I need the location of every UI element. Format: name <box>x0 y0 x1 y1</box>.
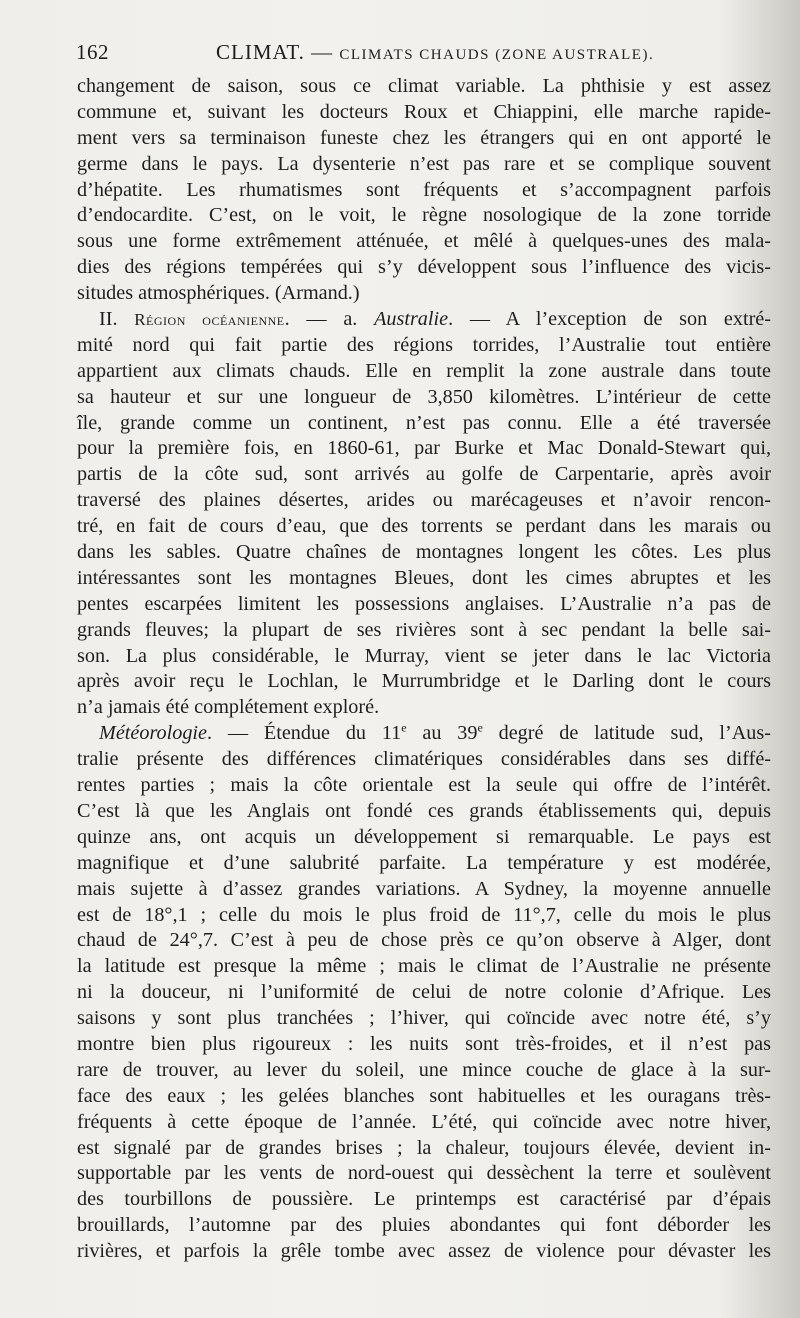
text-line: rivières, et parfois la grêle tombe avec assez de violence pour dévaster les <box>77 1240 771 1263</box>
text-line: chaud de 24°,7. C’est à peu de chose près ce qu’on observe à Alger, dont <box>77 929 771 952</box>
text-line: sa hauteur et sur une longueur de 3,850 kilomètres. L’intérieur de cette <box>77 385 771 408</box>
text-line: après avoir reçu le Lochlan, le Murrumbridge et le Darling dont le cours <box>77 670 771 693</box>
text-line: ment vers sa terminaison funeste chez les étrangers qui en ont apporté le <box>77 126 771 149</box>
chapter-title: CLIMAT. <box>216 40 305 64</box>
text-line: appartient aux climats chauds. Elle en remplit la zone australe dans toute <box>77 359 771 382</box>
text-segment: e <box>401 720 407 735</box>
text-segment: au 39 <box>406 722 478 745</box>
text-line: la latitude est presque la même ; mais le climat de l’Australie ne présente <box>77 955 771 978</box>
text-line: tré, en fait de cours d’eau, que des torrents se perdant dans les marais ou <box>77 515 771 538</box>
section-subtitle: CLIMATS CHAUDS (ZONE AUSTRALE). <box>339 47 655 63</box>
text-line: île, grande comme un continent, n’est pas connu. Elle a été traversée <box>77 411 771 434</box>
text-line: brouillards, l’automne par des pluies abondantes qui font déborder les <box>77 1214 771 1237</box>
running-header <box>76 40 771 70</box>
text-line: C’est là que les Anglais ont fondé ces grands établissements qui, depuis <box>77 799 771 822</box>
text-line <box>77 307 771 333</box>
text-line: d’endocardite. C’est, on le voit, le règne nosologique de la zone torride <box>77 204 771 227</box>
text-line: n’a jamais été complétement exploré. <box>77 696 380 719</box>
text-line: montre bien plus rigoureux : les nuits sont très-froides, et il n’est pas <box>77 1032 771 1055</box>
text-line: intéressantes sont les montagnes Bleues, dont les cimes abruptes et les <box>77 566 771 589</box>
text-segment: e <box>477 720 483 735</box>
text-segment: . — a. <box>284 308 375 331</box>
text-line: magnifique et d’une salubrité parfaite. La température y est modérée, <box>77 851 771 874</box>
text-line: son. La plus considérable, le Murray, vient se jeter dans le lac Victoria <box>77 644 771 667</box>
text-line: rare de trouver, au lever du soleil, une mince couche de glace à la sur- <box>77 1058 771 1081</box>
text-line: tralie présente des différences climatériques considérables dans ses diffé- <box>77 748 771 771</box>
text-line: germe dans le pays. La dysenterie n’est pas rare et se complique souvent <box>77 152 771 175</box>
text-line: pour la première fois, en 1860-61, par Burke et Mac Donald-Stewart qui, <box>77 437 771 460</box>
italic-term: Météorologie <box>99 722 208 745</box>
text-line: sous une forme extrêmement atténuée, et mêlé à quelques-unes des mala- <box>77 230 771 253</box>
text-line: d’hépatite. Les rhumatismes sont fréquents et s’accompagnent parfois <box>77 178 771 201</box>
text-line: pentes escarpées limitent les possessions anglaises. L’Australie n’a pas de <box>77 592 771 615</box>
text-line: supportable par les vents de nord-ouest qui dessèchent la terre et soulèvent <box>77 1162 771 1185</box>
text-line: partis de la côte sud, sont arrivés au golfe de Carpentarie, après avoir <box>77 463 771 486</box>
text-line: quinze ans, ont acquis un développement si remarquable. Le pays est <box>77 825 771 848</box>
body-text <box>77 74 771 1265</box>
text-line: saisons y sont plus tranchées ; l’hiver, qui coïncide avec notre été, s’y <box>77 1007 771 1030</box>
text-line: commune et, suivant les docteurs Roux et Chiappini, elle marche rapide- <box>77 100 771 123</box>
text-line: rentes parties ; mais la côte orientale est la seule qui offre de l’intérêt. <box>77 774 771 797</box>
text-segment: II. <box>99 308 135 331</box>
text-line: grands fleuves; la plupart de ses rivières sont à sec pendant la belle sai- <box>77 618 771 641</box>
running-title <box>216 40 654 65</box>
text-segment: . — A l’exception de son extré- <box>448 308 771 331</box>
page-number: 162 <box>76 40 109 64</box>
text-line: est de 18°,1 ; celle du mois le plus froid de 11°,7, celle du mois le plus <box>77 903 771 926</box>
text-line: changement de saison, sous ce climat variable. La phthisie y est assez <box>77 75 771 97</box>
text-line <box>77 721 771 747</box>
text-segment: degré de latitude sud, l’Aus- <box>482 722 771 745</box>
text-line: traversé des plaines désertes, arides ou marécageuses et n’avoir rencon- <box>77 489 771 512</box>
text-line: ni la douceur, ni l’uniformité de celui de notre colonie d’Afrique. Les <box>77 981 771 1004</box>
italic-term: Australie <box>374 308 449 331</box>
text-line: des tourbillons de poussière. Le printemps est caractérisé par d’épais <box>77 1188 771 1211</box>
text-line: situdes atmosphériques. (Armand.) <box>77 282 360 305</box>
text-line: mité nord qui fait partie des régions torrides, l’Australie tout entière <box>77 333 771 356</box>
text-line: dans les sables. Quatre chaînes de montagnes longent les côtes. Les plus <box>77 541 771 564</box>
section-heading: Région océanienne <box>134 310 285 330</box>
text-line: fréquents à cette époque de l’année. L’été, qui coïncide avec notre hiver, <box>77 1110 771 1133</box>
text-segment: . — Étendue du 11 <box>207 722 402 745</box>
title-dash: — <box>311 40 334 64</box>
text-line: dies des régions tempérées qui s’y développent sous l’influence des vicis- <box>77 256 771 279</box>
text-line: mais sujette à d’assez grandes variations. A Sydney, la moyenne annuelle <box>77 877 771 900</box>
text-line: face des eaux ; les gelées blanches sont habituelles et les ouragans très- <box>77 1084 771 1107</box>
text-line: est signalé par de grandes brises ; la chaleur, toujours élevée, devient in- <box>77 1136 771 1159</box>
